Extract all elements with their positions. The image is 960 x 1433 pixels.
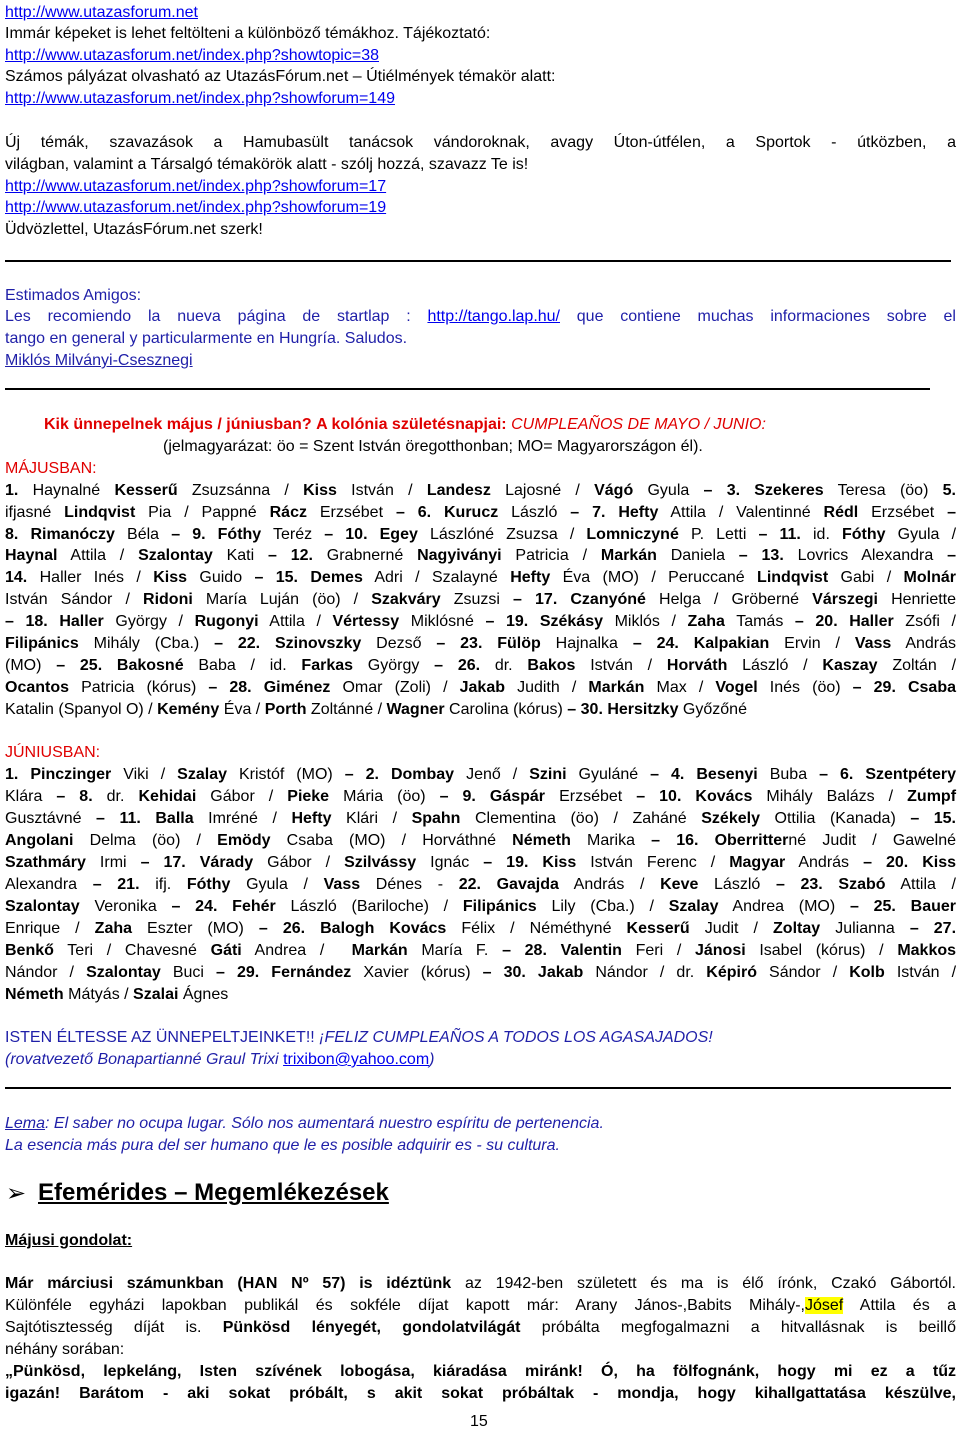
june-line: Gusztávné – 11. Balla Imréné / Hefty Klári / Spahn Clementina (öo) / Zaháné Székely Ottilia (Kanada) – 15.: [5, 810, 956, 827]
forum-topic-link[interactable]: http://www.utazasforum.net/index.php?showtopic=38: [5, 47, 379, 64]
june-line: Németh Mátyás / Szalai Ágnes: [5, 986, 229, 1003]
june-line: Nándor / Szalontay Buci – 29. Fernández Xavier (kórus) – 30. Jakab Nándor / dr. Képiró Sándor / Kolb István /: [5, 964, 957, 981]
section-subtitle: Májusi gondolat:: [5, 1232, 133, 1249]
may-line: 1. Haynalné Kesserű Zsuzsánna / Kiss István / Landesz Lajosné / Vágó Gyula – 3. Szekeres Teresa (öo) 5.: [5, 482, 956, 499]
intro-text: Számos pályázat olvasható az UtazásFórum.net – Útiélmények témakör alatt:: [5, 68, 556, 85]
lema-line: Lema: El saber no ocupa lugar. Sólo nos aumentará nuestro espíritu de pertenencia.: [5, 1115, 604, 1132]
editor-email-link[interactable]: trixibon@yahoo.com: [283, 1051, 430, 1068]
june-line: Alexandra – 21. ifj. Fóthy Gyula / Vass Dénes - 22. Gavajda András / Keve László – 23. Szabó Attila /: [5, 876, 957, 893]
june-line: Angolani Delma (öo) / Emödy Csaba (MO) / Horváthné Németh Marika – 16. Oberritterné Judit / Gawelné: [5, 832, 957, 849]
june-line: Benkő Teri / Chavesné Gáti Andrea / Markán María F. – 28. Valentin Feri / Jánosi Isabel (kórus) / Makkos: [5, 942, 957, 959]
tango-greeting: Estimados Amigos:: [5, 287, 142, 304]
may-heading: MÁJUSBAN:: [5, 460, 97, 477]
efem-paragraph: néhány sorában:: [5, 1341, 125, 1358]
forum-link-149[interactable]: http://www.utazasforum.net/index.php?showforum=149: [5, 90, 395, 107]
tango-author-link[interactable]: Miklós Milványi-Csesznegi: [5, 352, 193, 369]
divider: [5, 1087, 951, 1089]
may-line: Ocantos Patricia (kórus) – 28. Giménez Omar (Zoli) / Jakab Judith / Markán Max / Vogel Inés (öo) – 29. Csaba: [5, 679, 957, 696]
lema-line: La esencia más pura del ser humano que le es posible adquirir es - su cultura.: [5, 1137, 560, 1154]
may-line: Katalin (Spanyol O) / Kemény Éva / Porth Zoltánné / Wagner Carolina (kórus) – 30. Hersitzky Győzőné: [5, 701, 747, 718]
may-line: – 18. Haller György / Rugonyi Attila / Vértessy Miklósné – 19. Székásy Miklós / Zaha Tamás – 20. Haller Zsófi /: [5, 613, 956, 630]
june-line: Szathmáry Irmi – 17. Várady Gábor / Szilvássy Ignác – 19. Kiss István Ferenc / Magyar András – 20. Kiss: [5, 854, 957, 871]
forum-paragraph: Új témák, szavazások a Hamubasült tanácsok vándoroknak, avagy Úton-útfélen, a Sportok - útközben, a: [5, 134, 956, 151]
editor-line: (rovatvezető Bonapartianné Graul Trixi trixibon@yahoo.com): [5, 1051, 435, 1068]
lema-label: Lema: [5, 1115, 46, 1132]
forum-link-19[interactable]: http://www.utazasforum.net/index.php?showforum=19: [5, 199, 387, 216]
tango-line: Les recomiendo la nueva página de startlap : http://tango.lap.hu/ que contiene muchas informaciones sobre el: [5, 308, 956, 325]
may-line: Filipánics Mihály (Cba.) – 22. Szinovszky Dezső – 23. Fülöp Hajnalka – 24. Kalpakian Ervin / Vass András: [5, 635, 957, 652]
may-line: 8. Rimanóczy Béla – 9. Fóthy Teréz – 10. Egey Lászlóné Zsuzsa / Lomniczyné P. Letti – 11. id. Fóthy Gyula /: [5, 526, 957, 543]
june-line: Klára – 8. dr. Kehidai Gábor / Pieke Mária (öo) – 9. Gáspár Erzsébet – 10. Kovács Mihály Balázs / Zumpf: [5, 788, 957, 805]
tango-line: tango en general y particularmente en Hungría. Saludos.: [5, 330, 408, 347]
page-number: 15: [470, 1413, 488, 1430]
may-line: 14. Haller Inés / Kiss Guido – 15. Demes Adri / Szalayné Hefty Éva (MO) / Peruccané Lindqvist Gabi / Molnár: [5, 569, 956, 586]
intro-text: Immár képeket is lehet feltölteni a különböző témákhoz. Tájékoztató:: [5, 25, 491, 42]
forum-link-17[interactable]: http://www.utazasforum.net/index.php?showforum=17: [5, 178, 387, 195]
divider: [5, 260, 951, 262]
legend-text: (jelmagyarázat: öo = Szent István öregotthonban; MO= Magyarországon él).: [163, 438, 703, 455]
efem-paragraph: Már márciusi számunkban (HAN Nº 57) is idéztünk az 1942-ben született és ma is élő írónk, Czakó Gábortól.: [5, 1275, 956, 1292]
efem-quote: igazán! Barátom - aki sokat próbált, s akit sokat próbáltak - mondja, hogy kihallgattatása készülve,: [5, 1385, 956, 1402]
june-heading: JÚNIUSBAN:: [5, 744, 101, 761]
may-line: István Sándor / Ridoni María Luján (öo) / Szakváry Zsuzsi – 17. Czanyóné Helga / Gröberné Várszegi Henriette: [5, 591, 957, 608]
tango-link[interactable]: http://tango.lap.hu/: [427, 308, 560, 325]
efem-paragraph: Sajtótisztesség díját is. Pünkösd lényegét, gondolatvilágát próbálta megfogalmazni a hitvallásnak is beillő: [5, 1319, 956, 1336]
june-line: 1. Pinczinger Viki / Szalay Kristóf (MO) – 2. Dombay Jenő / Szini Gyuláné – 4. Besenyi Buba – 6. Szentpétery: [5, 766, 957, 783]
june-line: Szalontay Veronika – 24. Fehér László (Bariloche) / Filipánics Lily (Cba.) / Szalay Andrea (MO) – 25. Bauer: [5, 898, 957, 915]
birthday-heading: Kik ünnepelnek május / júniusban? A kolónia születésnapjai: CUMPLEAÑOS DE MAYO / JUNIO:: [44, 416, 766, 433]
forum-url-link[interactable]: http://www.utazasforum.net: [5, 4, 198, 21]
section-title: Efemérides – Megemlékezések: [38, 1179, 389, 1206]
forum-paragraph: világban, valamint a Társalgó témakörök alatt - szólj hozzá, szavazz Te is!: [5, 156, 529, 173]
june-line: Enrique / Zaha Eszter (MO) – 26. Balogh Kovács Félix / Néméthyné Kesserű Judit / Zoltay Julianna – 27.: [5, 920, 957, 937]
efem-quote: „Pünkösd, lepkeláng, Isten szívének lobogása, kiáradása miránk! Ó, ha fölfognánk, hogy mi ez a tűz: [5, 1363, 956, 1380]
arrow-bullet-icon: ➢: [6, 1180, 27, 1207]
efem-paragraph: Különféle egyházi lapokban publikál és sokféle díjat kapott már: Arany János-,Babits Mihály-,Jósef Attila és a: [5, 1297, 957, 1314]
may-line: Haynal Attila / Szalontay Kati – 12. Grabnerné Nagyiványi Patricia / Markán Daniela – 13. Lovrics Alexandra –: [5, 547, 956, 564]
may-line: ifjasné Lindqvist Pia / Pappné Rácz Erzsébet – 6. Kurucz László – 7. Hefty Attila / Valentinné Rédl Erzsébet –: [5, 504, 957, 521]
may-line: (MO) – 25. Bakosné Baba / id. Farkas György – 26. dr. Bakos István / Horváth László / Kaszay Zoltán /: [5, 657, 957, 674]
wishes: ISTEN ÉLTESSE AZ ÜNNEPELTJEINKET!! ¡FELIZ CUMPLEAÑOS A TODOS LOS AGASAJADOS!: [5, 1029, 713, 1046]
forum-signature: Üdvözlettel, UtazásFórum.net szerk!: [5, 221, 263, 238]
divider: [5, 388, 930, 390]
